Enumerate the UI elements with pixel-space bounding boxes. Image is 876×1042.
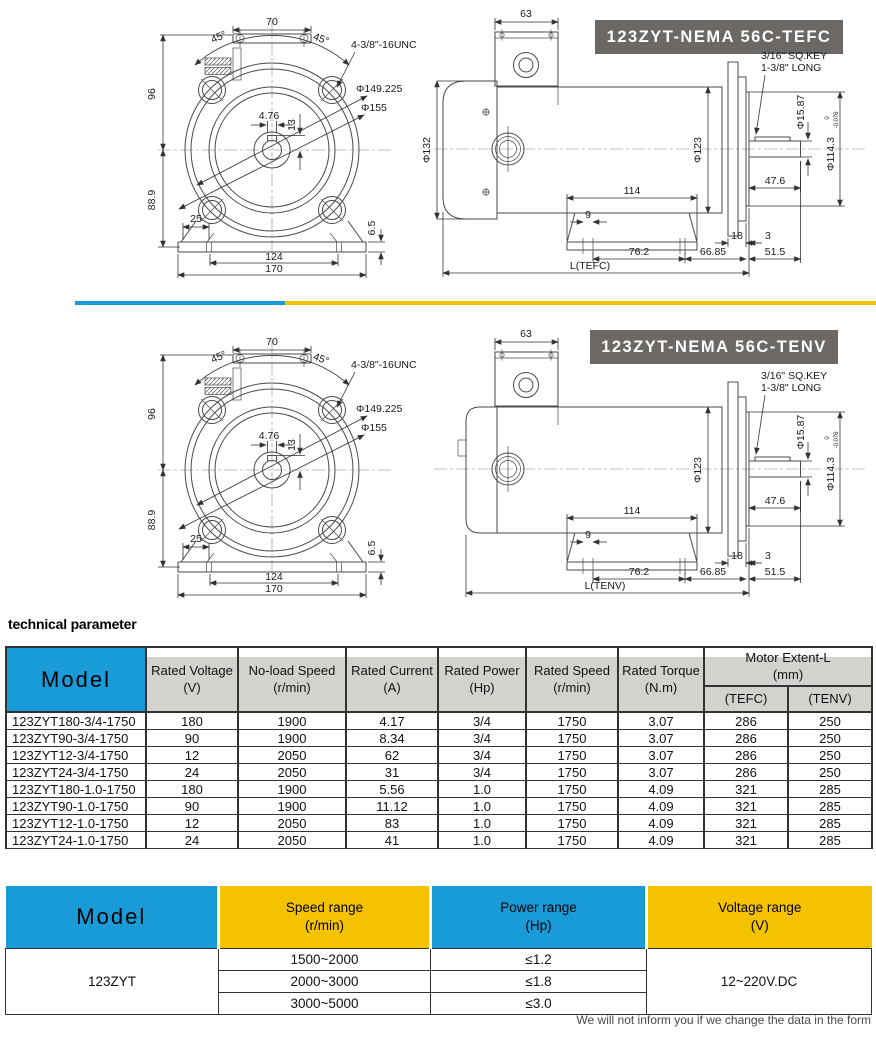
spec-header-torque: Rated Torque (N.m) [618,647,704,712]
spec-value-cell: 2050 [238,815,346,832]
spec-value-cell: 3.07 [618,747,704,764]
dim-label: Φ149.225 [356,83,403,95]
dim-label: 70 [266,16,278,28]
dim-label: 66.85 [699,566,727,578]
range-cell: 2000~3000 [219,971,431,993]
dim-label: 0 [825,436,831,440]
spec-subheader-tenv: (TENV) [788,686,872,712]
spec-value-cell: 12 [146,815,238,832]
spec-value-cell: 285 [788,815,872,832]
side-view-drawing-tenv [420,322,876,622]
dim-label: 4.76 [258,110,280,122]
spec-table-row [6,798,872,815]
divider-blue [75,301,285,305]
spec-value-cell: 3.07 [618,730,704,747]
spec-value-cell: 4.09 [618,815,704,832]
dim-label: Φ123 [692,137,704,163]
spec-header-noload-speed: No-load Speed (r/min) [238,647,346,712]
dim-label: 9 [585,209,591,221]
spec-value-cell: 1750 [526,798,618,815]
spec-value-cell: 250 [788,712,872,730]
front-view-drawing-tenv [0,322,430,614]
dim-label: 45° [311,30,331,48]
spec-subheader-tefc: (TEFC) [704,686,788,712]
spec-value-cell: 286 [704,764,788,781]
spec-value-cell: 3.07 [618,764,704,781]
spec-value-cell: 321 [704,815,788,832]
range-voltage-cell: 12~220V.DC [647,949,872,1015]
spec-header-power: Rated Power (Hp) [438,647,526,712]
dim-label: 76.2 [628,246,650,258]
dim-label: Φ123 [692,457,704,483]
spec-model-cell: 123ZYT90-3/4-1750 [6,730,146,747]
dim-label: 124 [265,571,283,583]
dim-label: 45° [209,28,229,46]
spec-header-model: Model [6,647,146,712]
range-header-speed: Speed range (r/min) [219,886,431,949]
dim-label: Φ15.87 [795,414,807,450]
dim-label: 4-3/8"-16UNC [351,359,417,371]
spec-value-cell: 24 [146,764,238,781]
spec-value-cell: 1900 [238,798,346,815]
dim-label: 114 [623,505,641,517]
spec-value-cell: 250 [788,764,872,781]
dim-label: 3 [765,230,771,242]
front-view-drawing-tefc [0,2,430,294]
spec-header-speed: Rated Speed (r/min) [526,647,618,712]
spec-value-cell: 2050 [238,747,346,764]
page-title: technical parameter [8,616,137,632]
spec-value-cell: 285 [788,798,872,815]
spec-value-cell: 286 [704,712,788,730]
spec-value-cell: 2050 [238,832,346,849]
dim-label: Φ155 [361,422,387,434]
spec-value-cell: 2050 [238,764,346,781]
spec-value-cell: 321 [704,798,788,815]
spec-header-extent: Motor Extent-L (mm) [704,647,872,686]
spec-value-cell: 3/4 [438,712,526,730]
dim-label: 51.5 [764,246,786,258]
spec-value-cell: 90 [146,798,238,815]
banner-tenv: 123ZYT-NEMA 56C-TENV [590,330,838,364]
spec-value-cell: 1750 [526,747,618,764]
dim-label: 170 [265,583,283,595]
spec-model-cell: 123ZYT180-3/4-1750 [6,712,146,730]
side-view-drawing-tefc [420,2,876,302]
spec-value-cell: 321 [704,832,788,849]
spec-value-cell: 1.0 [438,798,526,815]
dim-label: Φ149.225 [356,403,403,415]
dim-label: 25 [190,213,202,225]
spec-value-cell: 1750 [526,815,618,832]
dim-label: 6.5 [366,540,378,556]
spec-value-cell: 5.56 [346,781,438,798]
spec-value-cell: 1900 [238,781,346,798]
spec-value-cell: 1750 [526,832,618,849]
spec-value-cell: 286 [704,730,788,747]
spec-model-cell: 123ZYT24-3/4-1750 [6,764,146,781]
dim-label: 3/16" SQ.KEY [761,370,828,382]
spec-value-cell: 12 [146,747,238,764]
dim-label: 63 [520,8,532,20]
dim-label: 1-3/8" LONG [761,382,822,394]
dim-label: 170 [265,263,283,275]
spec-value-cell: 4.17 [346,712,438,730]
dim-label: 18 [731,230,743,242]
spec-value-cell: 180 [146,781,238,798]
dim-label: -0.076 [834,111,840,129]
dim-label: 18 [731,550,743,562]
dim-label: 88.9 [146,509,158,531]
range-model-cell: 123ZYT [6,949,219,1015]
spec-value-cell: 321 [704,781,788,798]
spec-value-cell: 4.09 [618,832,704,849]
spec-value-cell: 90 [146,730,238,747]
dim-label: Φ132 [421,137,433,163]
dim-label: 45° [311,350,331,368]
spec-table-row [6,764,872,781]
dim-label-l-tenv: L(TENV) [584,580,626,592]
spec-value-cell: 180 [146,712,238,730]
dim-label: 3/16" SQ.KEY [761,50,828,62]
spec-value-cell: 1750 [526,712,618,730]
spec-value-cell: 4.09 [618,798,704,815]
range-cell: ≤3.0 [431,993,647,1015]
spec-value-cell: 62 [346,747,438,764]
spec-table-row [6,815,872,832]
dim-label: 4-3/8"-16UNC [351,39,417,51]
dim-label: 3 [765,550,771,562]
spec-value-cell: 285 [788,781,872,798]
dim-label: 63 [520,328,532,340]
dim-label: 13 [286,119,298,131]
spec-value-cell: 11.12 [346,798,438,815]
dim-label: 114 [623,185,641,197]
range-header-power: Power range (Hp) [431,886,647,949]
spec-value-cell: 3.07 [618,712,704,730]
spec-value-cell: 83 [346,815,438,832]
section-divider [75,301,876,305]
spec-table-row [6,832,872,849]
dim-label: 88.9 [146,189,158,211]
spec-table-row [6,730,872,747]
dim-label: 96 [146,88,158,100]
dim-label: 51.5 [764,566,786,578]
spec-model-cell: 123ZYT12-3/4-1750 [6,747,146,764]
dim-label: 4.76 [258,430,280,442]
dim-label: 0 [825,116,831,120]
spec-value-cell: 1.0 [438,815,526,832]
spec-value-cell: 4.09 [618,781,704,798]
range-table [5,886,872,1015]
spec-header-current: Rated Current (A) [346,647,438,712]
banner-tefc: 123ZYT-NEMA 56C-TEFC [595,20,843,54]
spec-value-cell: 1.0 [438,832,526,849]
spec-value-cell: 41 [346,832,438,849]
spec-value-cell: 24 [146,832,238,849]
dim-label: 70 [266,336,278,348]
dim-label: -0.076 [834,431,840,449]
spec-value-cell: 3/4 [438,747,526,764]
dim-label: Φ15.87 [795,94,807,130]
spec-table-row [6,712,872,730]
range-cell: ≤1.8 [431,971,647,993]
dim-label: 9 [585,529,591,541]
range-cell: ≤1.2 [431,949,647,971]
dim-label: Φ155 [361,102,387,114]
spec-value-cell: 285 [788,832,872,849]
spec-header-voltage: Rated Voltage (V) [146,647,238,712]
dim-label: 124 [265,251,283,263]
range-header-voltage: Voltage range (V) [647,886,872,949]
spec-value-cell: 8.34 [346,730,438,747]
dim-label: 47.6 [764,175,786,187]
spec-value-cell: 3/4 [438,764,526,781]
spec-value-cell: 1.0 [438,781,526,798]
spec-value-cell: 1900 [238,712,346,730]
spec-model-cell: 123ZYT90-1.0-1750 [6,798,146,815]
cover-screws [482,108,490,196]
dim-label-l-tefc: L(TEFC) [569,260,611,272]
dim-label: 1-3/8" LONG [761,62,822,74]
dim-label: 13 [286,439,298,451]
divider-yellow [285,301,876,305]
range-header-model: Model [6,886,219,949]
spec-model-cell: 123ZYT12-1.0-1750 [6,815,146,832]
spec-value-cell: 250 [788,747,872,764]
spec-model-cell: 123ZYT24-1.0-1750 [6,832,146,849]
spec-value-cell: 1750 [526,730,618,747]
dim-label: 6.5 [366,220,378,236]
dim-label: 47.6 [764,495,786,507]
dim-label: Φ114.3 [825,137,837,171]
spec-value-cell: 250 [788,730,872,747]
spec-value-cell: 1750 [526,781,618,798]
spec-value-cell: 1900 [238,730,346,747]
footer-disclaimer: We will not inform you if we change the data in the form [576,1013,871,1027]
dim-label: 25 [190,533,202,545]
dim-label: 96 [146,408,158,420]
dim-label: 66.85 [699,246,727,258]
dim-label: 45° [209,348,229,366]
spec-table [5,646,873,849]
spec-value-cell: 1750 [526,764,618,781]
spec-model-cell: 123ZYT180-1.0-1750 [6,781,146,798]
spec-table-row [6,781,872,798]
spec-value-cell: 31 [346,764,438,781]
dim-label: Φ114.3 [825,457,837,491]
range-cell: 3000~5000 [219,993,431,1015]
range-cell: 1500~2000 [219,949,431,971]
spec-table-row [6,747,872,764]
spec-value-cell: 3/4 [438,730,526,747]
spec-value-cell: 286 [704,747,788,764]
dim-label: 76.2 [628,566,650,578]
